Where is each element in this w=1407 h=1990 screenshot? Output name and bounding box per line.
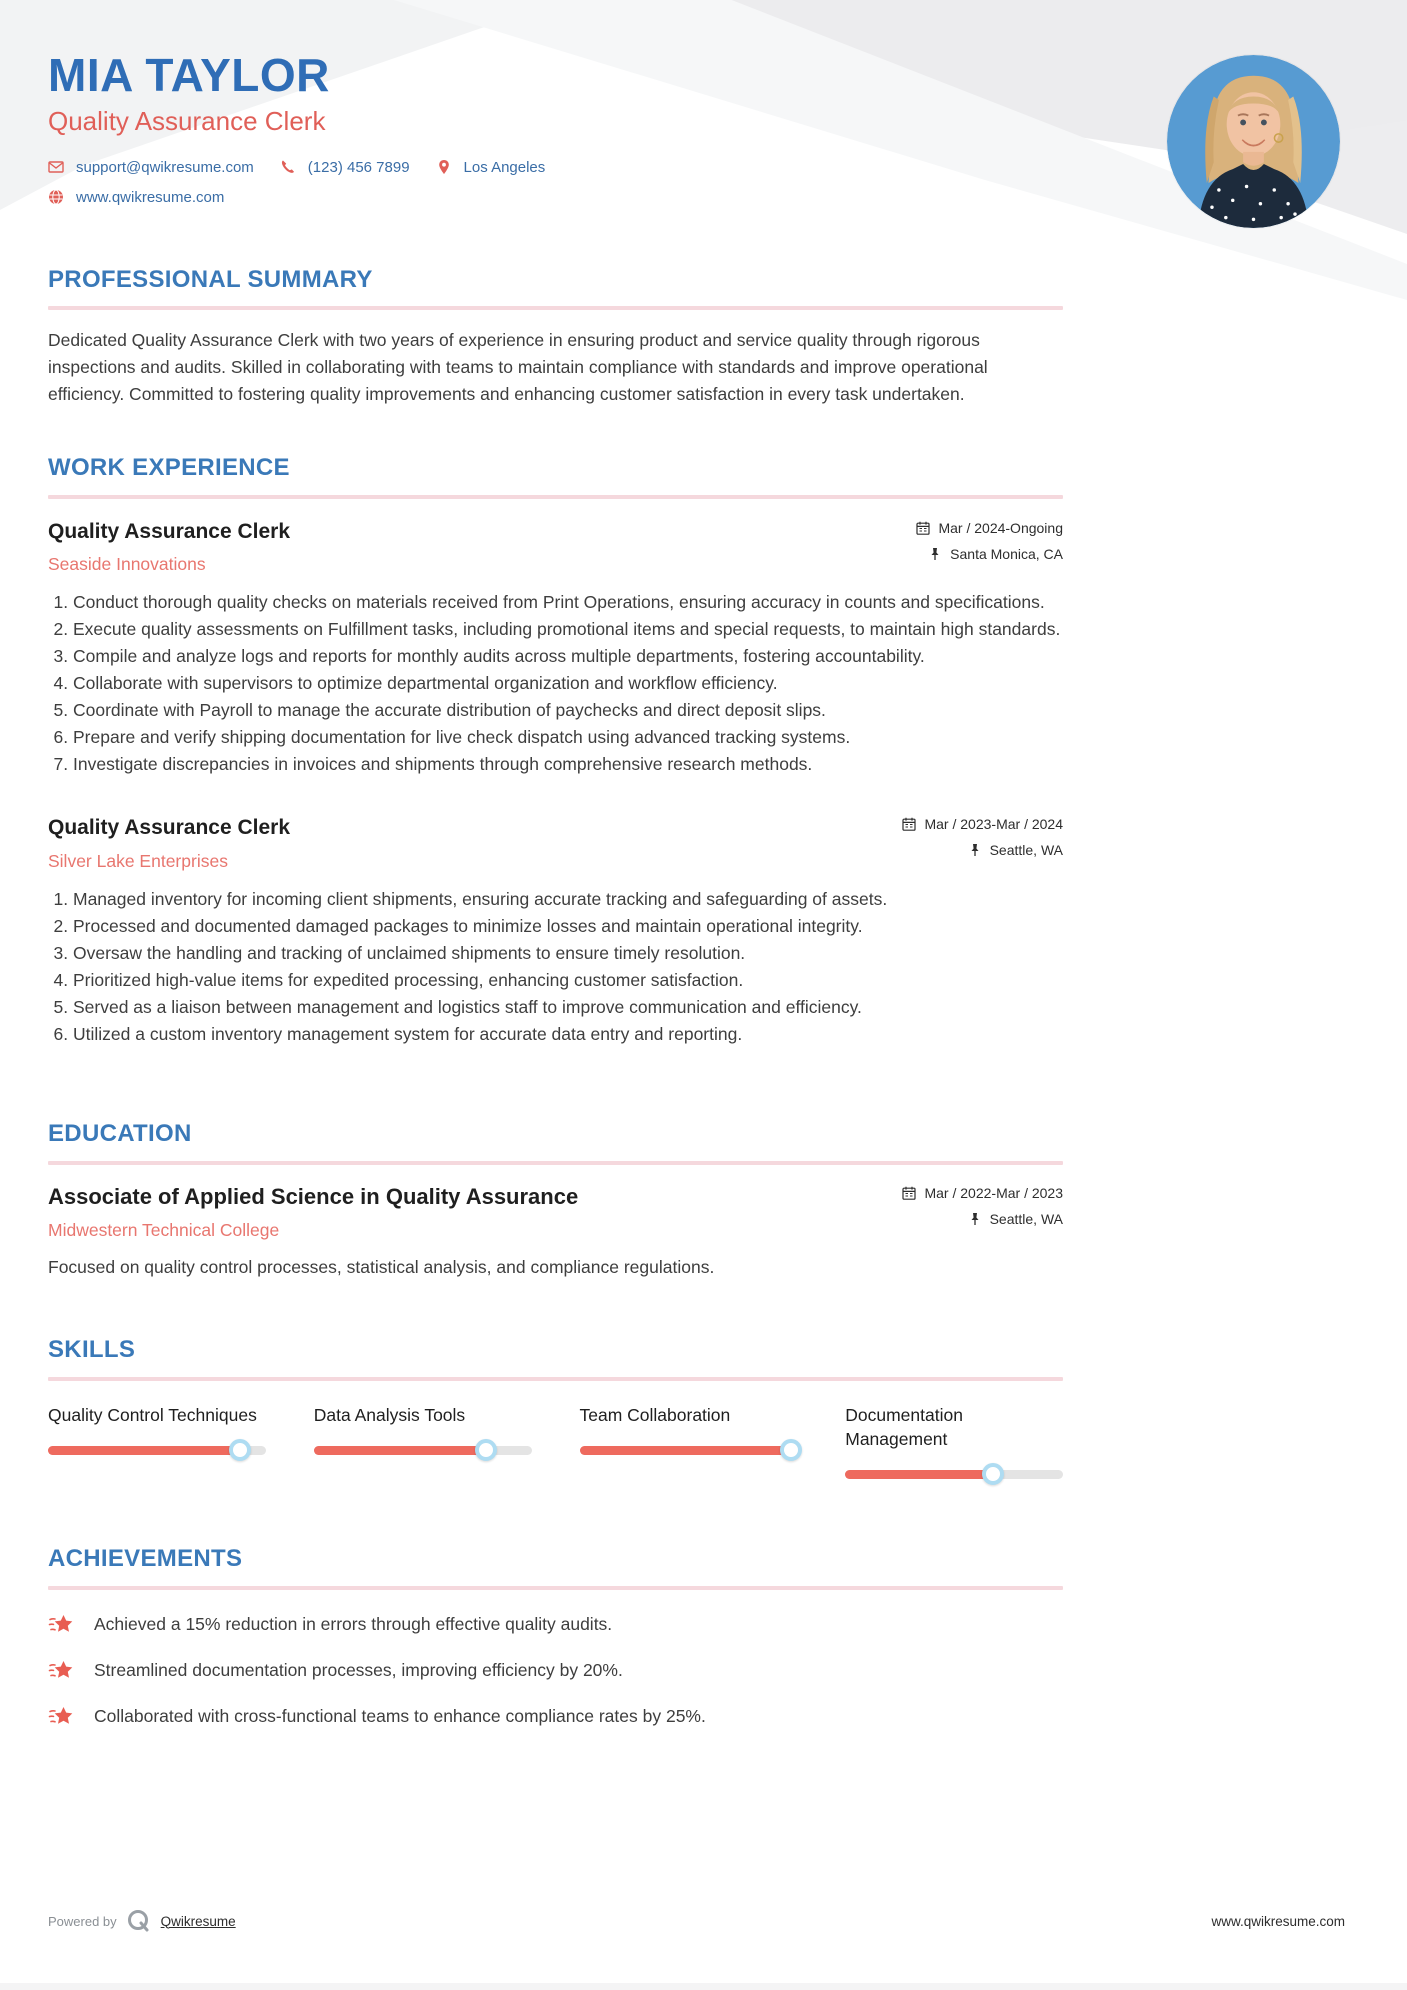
pushpin-icon [968, 843, 982, 857]
achievements-list [48, 1611, 1063, 1731]
job-bullet: 4. Prioritized high-value items for expedited processing, enhancing customer satisfaction. [73, 967, 1063, 994]
job-bullet-list [48, 886, 1063, 1048]
slider-handle[interactable] [229, 1439, 251, 1461]
section-heading: SKILLS [48, 1336, 136, 1364]
contact-row-2 [48, 189, 1063, 206]
star-icon [48, 1657, 76, 1685]
slider-handle[interactable] [982, 1463, 1004, 1485]
calendar-icon [902, 1186, 916, 1200]
job-bullet: 7. Investigate discrepancies in invoices and shipments through comprehensive research methods. [73, 751, 1063, 778]
job-location: Santa Monica, CA [950, 546, 1063, 563]
contact-website[interactable] [48, 189, 224, 206]
summary-text: Dedicated Quality Assurance Clerk with two years of experience in ensuring product and service quality through rigorous inspections and audits. Skilled in collaborating with teams to maintain compliance with standards and improve operational efficiency. Committed to fostering quality improvements and enhancing customer satisfaction in every task undertaken. [48, 330, 988, 405]
phone-icon [280, 159, 296, 175]
job-bullet: 3. Compile and analyze logs and reports for monthly audits across multiple departments, fostering accountability. [73, 643, 1063, 670]
skill-slider [580, 1439, 798, 1461]
contact-phone [280, 159, 410, 176]
section-education [48, 1120, 1063, 1280]
skill-label: Data Analysis Tools [313, 1404, 466, 1425]
slider-fill [314, 1446, 486, 1455]
section-divider [48, 495, 1063, 499]
website-text: www.qwikresume.com [76, 188, 225, 206]
qwikresume-logo-icon [126, 1908, 152, 1934]
skill-slider [314, 1439, 532, 1461]
section-heading: EDUCATION [48, 1119, 192, 1147]
contact-location [436, 159, 546, 176]
email-icon [48, 159, 64, 175]
job-bullet: 6. Prepare and verify shipping documentation for live check dispatch using advanced tracking systems. [73, 724, 1063, 751]
education-degree: Associate of Applied Science in Quality Assurance [48, 1183, 579, 1209]
job-location: Seattle, WA [989, 842, 1063, 859]
achievement-item [48, 1611, 1063, 1639]
job-company: Seaside Innovations [48, 554, 206, 575]
location-text: Los Angeles [463, 158, 546, 176]
email-text: support@qwikresume.com [76, 158, 254, 176]
achievement-text: Streamlined documentation processes, improving efficiency by 20%. [94, 1660, 623, 1681]
skill-item [48, 1403, 266, 1485]
job-bullet: 1. Managed inventory for incoming client shipments, ensuring accurate tracking and safeguarding of assets. [73, 886, 1063, 913]
achievement-item [48, 1703, 1063, 1731]
section-divider [48, 306, 1063, 310]
job-entry-2 [48, 814, 1063, 1047]
footer-website-link[interactable]: www.qwikresume.com [1211, 1913, 1345, 1929]
page-footer [48, 1908, 1345, 1934]
section-heading: WORK EXPERIENCE [48, 454, 290, 482]
star-icon [48, 1703, 76, 1731]
section-work-experience [48, 454, 1063, 1047]
globe-icon [48, 189, 64, 205]
job-title: Quality Assurance Clerk [48, 520, 290, 544]
job-bullet: 2. Execute quality assessments on Fulfillment tasks, including promotional items and special requests, to maintain high standards. [73, 616, 1063, 643]
slider-fill [48, 1446, 240, 1455]
job-dates: Mar / 2024-Ongoing [938, 520, 1063, 537]
slider-fill [580, 1446, 791, 1455]
slider-handle[interactable] [780, 1439, 802, 1461]
education-location: Seattle, WA [989, 1210, 1063, 1227]
job-meta [916, 518, 1063, 562]
section-divider [48, 1161, 1063, 1165]
job-bullet: 6. Utilized a custom inventory management system for accurate data entry and reporting. [73, 1021, 1063, 1048]
calendar-icon [902, 817, 916, 831]
achievement-item [48, 1657, 1063, 1685]
skill-slider [48, 1439, 266, 1461]
education-dates: Mar / 2022-Mar / 2023 [924, 1184, 1063, 1201]
job-dates: Mar / 2023-Mar / 2024 [924, 816, 1063, 833]
job-bullet: 5. Served as a liaison between management and logistics staff to improve communication and efficiency. [73, 994, 1063, 1021]
section-heading: ACHIEVEMENTS [48, 1544, 243, 1572]
skill-label: Documentation Management [845, 1404, 963, 1449]
page-bottom-strip [0, 1983, 1407, 1990]
skill-label: Team Collaboration [579, 1404, 731, 1425]
job-meta [902, 814, 1063, 858]
job-bullet: 1. Conduct thorough quality checks on materials received from Print Operations, ensuring accuracy in counts and specifications. [73, 589, 1063, 616]
skill-item [314, 1403, 532, 1485]
candidate-name: MIA TAYLOR [48, 49, 330, 101]
pushpin-icon [928, 547, 942, 561]
job-bullet-list [48, 589, 1063, 778]
job-entry-1 [48, 518, 1063, 778]
slider-handle[interactable] [475, 1439, 497, 1461]
section-professional-summary [48, 266, 1063, 409]
job-title: Quality Assurance Clerk [48, 816, 290, 840]
job-company: Silver Lake Enterprises [48, 850, 228, 871]
job-bullet: 3. Oversaw the handling and tracking of unclaimed shipments to ensure timely resolution. [73, 940, 1063, 967]
job-bullet: 2. Processed and documented damaged packages to minimize losses and maintain operational integrity. [73, 913, 1063, 940]
section-heading: PROFESSIONAL SUMMARY [48, 265, 373, 293]
job-bullet: 5. Coordinate with Payroll to manage the accurate distribution of paychecks and direct deposit slips. [73, 697, 1063, 724]
star-icon [48, 1611, 76, 1639]
contact-row-1 [48, 159, 1063, 176]
pushpin-icon [968, 1212, 982, 1226]
section-skills [48, 1336, 1063, 1485]
powered-by-label: Powered by [48, 1913, 117, 1929]
job-bullet: 4. Collaborate with supervisors to optimize departmental organization and workflow efficiency. [73, 670, 1063, 697]
achievement-text: Collaborated with cross-functional teams to enhance compliance rates by 25%. [94, 1706, 706, 1727]
education-meta [902, 1183, 1063, 1227]
skill-label: Quality Control Techniques [48, 1404, 257, 1425]
achievement-text: Achieved a 15% reduction in errors through effective quality audits. [94, 1614, 613, 1635]
section-divider [48, 1377, 1063, 1381]
contact-email[interactable] [48, 159, 254, 176]
qwikresume-brand-link[interactable]: Qwikresume [160, 1913, 236, 1929]
skill-item [845, 1403, 1063, 1485]
education-description: Focused on quality control processes, statistical analysis, and compliance regulations. [48, 1257, 715, 1278]
location-pin-icon [436, 159, 452, 175]
skill-slider [845, 1463, 1063, 1485]
phone-text: (123) 456 7899 [307, 158, 410, 176]
calendar-icon [916, 521, 930, 535]
skill-item [580, 1403, 798, 1485]
skills-grid [48, 1403, 1063, 1485]
section-divider [48, 1586, 1063, 1590]
candidate-title: Quality Assurance Clerk [48, 105, 326, 136]
resume-header [48, 50, 1063, 206]
slider-fill [845, 1470, 993, 1479]
education-school: Midwestern Technical College [48, 1220, 280, 1241]
section-achievements [48, 1545, 1063, 1731]
